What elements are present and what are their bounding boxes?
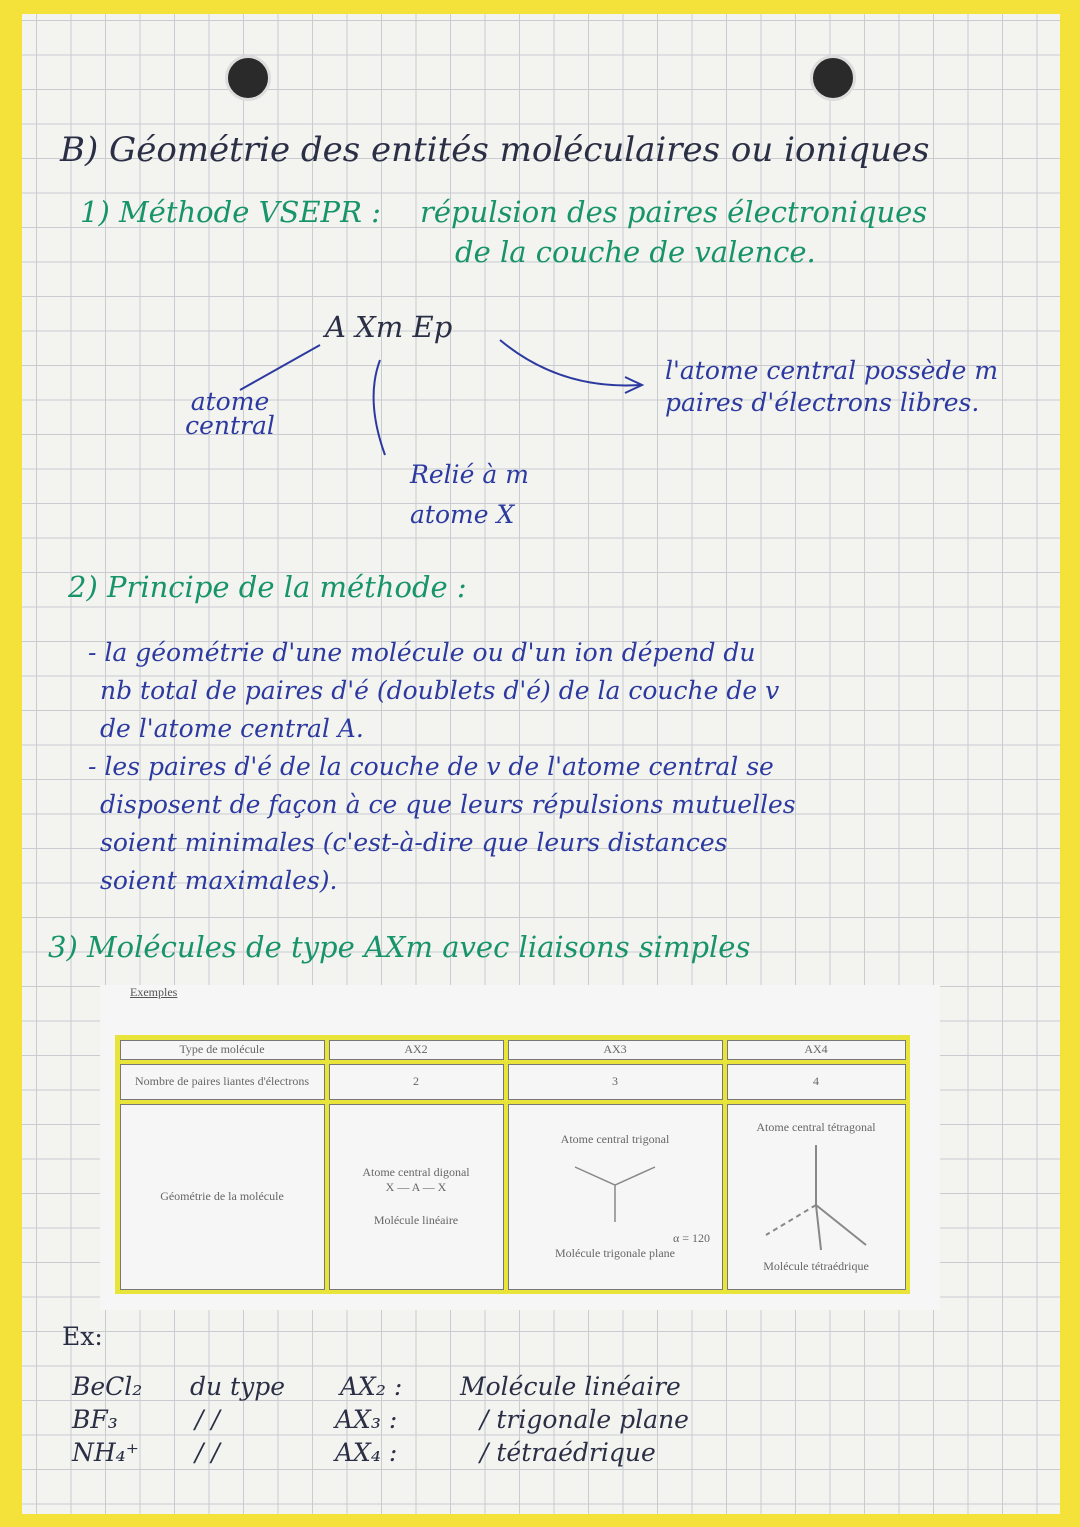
table-caption: Exemples bbox=[130, 985, 178, 999]
table-header: Type de molécule bbox=[118, 1038, 327, 1062]
section2-heading: 2) Principe de la méthode : bbox=[68, 570, 467, 604]
example-type: AX₄ : bbox=[335, 1438, 398, 1467]
example-result: Molécule linéaire bbox=[460, 1372, 681, 1401]
example-species: NH₄⁺ bbox=[72, 1438, 139, 1467]
table-cell: 4 bbox=[725, 1062, 908, 1102]
principle-line: soient maximales). bbox=[100, 866, 338, 895]
principle-line: de l'atome central A. bbox=[100, 714, 364, 743]
cell-line: Molécule linéaire bbox=[373, 1213, 459, 1227]
principle-line: - la géométrie d'une molécule ou d'un ion dépend du bbox=[88, 638, 756, 667]
vsepr-table bbox=[115, 1035, 910, 1294]
section1-heading: 1) Méthode VSEPR : bbox=[80, 195, 381, 229]
example-type: AX₂ : bbox=[340, 1372, 403, 1401]
cell-line: Atome central tétragonal bbox=[756, 1119, 876, 1134]
note-free-pairs: l'atome central possède m paires d'électrons libres. bbox=[665, 356, 999, 417]
example-species: BeCl₂ bbox=[72, 1372, 143, 1401]
cell-line: Molécule trigonale plane bbox=[555, 1246, 675, 1260]
page-title: B) Géométrie des entités moléculaires ou ioniques bbox=[60, 130, 930, 170]
vsepr-definition-2: de la couche de valence. bbox=[455, 235, 816, 269]
table-cell: 2 bbox=[327, 1062, 506, 1102]
formula: A Xm Ep bbox=[325, 310, 453, 344]
cell-line: Atome central trigonal bbox=[560, 1132, 670, 1146]
cell-line: Atome central digonal bbox=[362, 1165, 470, 1179]
table-cell: Géométrie de la molécule bbox=[118, 1102, 327, 1292]
table-header: AX3 bbox=[506, 1038, 725, 1062]
note-central-atom: atome central bbox=[185, 387, 275, 440]
trigonal-diagram bbox=[555, 1147, 675, 1227]
example-result: / trigonale plane bbox=[480, 1405, 689, 1434]
table-cell bbox=[725, 1102, 908, 1292]
example-result: / tétraédrique bbox=[480, 1438, 656, 1467]
example-type: AX₃ : bbox=[335, 1405, 398, 1434]
vsepr-definition: répulsion des paires électroniques bbox=[420, 195, 928, 229]
examples-label: Ex: bbox=[62, 1322, 103, 1351]
table-row bbox=[118, 1038, 908, 1062]
table-header: AX4 bbox=[725, 1038, 908, 1062]
table-cell bbox=[327, 1102, 506, 1292]
table-cell: 3 bbox=[506, 1062, 725, 1102]
principle-line: soient minimales (c'est-à-dire que leurs distances bbox=[100, 828, 728, 857]
example-species: BF₃ bbox=[72, 1405, 118, 1434]
principle-line: disposent de façon à ce que leurs répulsions mutuelles bbox=[100, 790, 796, 819]
example-mid: / / bbox=[195, 1405, 220, 1434]
table-row bbox=[118, 1102, 908, 1292]
table-header: AX2 bbox=[327, 1038, 506, 1062]
cell-line: Molécule tétraédrique bbox=[763, 1258, 869, 1273]
table-cell bbox=[506, 1102, 725, 1292]
note-linked-atoms: Relié à m atome X bbox=[410, 460, 529, 529]
principle-line: - les paires d'é de la couche de v de l'atome central se bbox=[88, 752, 774, 781]
cell-line: X — A — X bbox=[385, 1180, 447, 1194]
section3-heading: 3) Molécules de type AXm avec liaisons simples bbox=[48, 930, 751, 964]
cell-line: α = 120 bbox=[672, 1231, 710, 1245]
tetrahedral-diagram bbox=[746, 1135, 886, 1255]
example-mid: du type bbox=[190, 1372, 286, 1401]
example-mid: / / bbox=[195, 1438, 220, 1467]
vsepr-table-printout bbox=[100, 985, 940, 1310]
principle-line: nb total de paires d'é (doublets d'é) de la couche de v bbox=[100, 676, 780, 705]
table-cell: Nombre de paires liantes d'électrons bbox=[118, 1062, 327, 1102]
table-row bbox=[118, 1062, 908, 1102]
